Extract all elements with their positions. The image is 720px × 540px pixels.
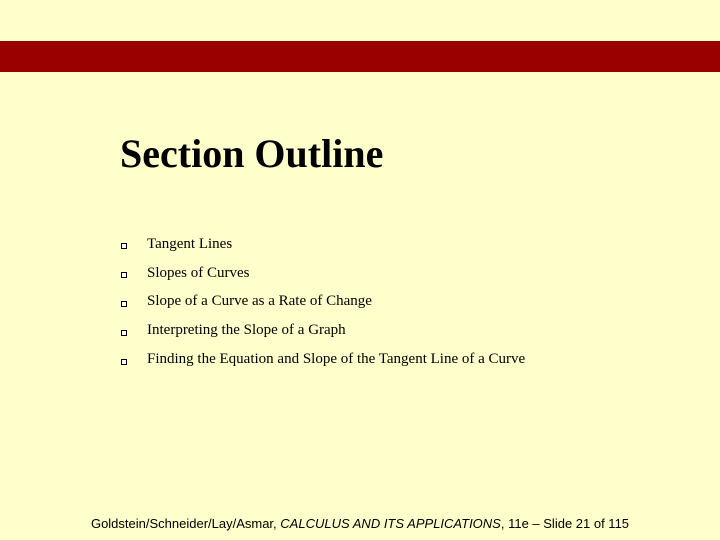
slide-title: Section Outline bbox=[120, 131, 384, 176]
list-item bbox=[121, 288, 525, 317]
square-bullet-icon bbox=[121, 359, 127, 365]
square-bullet-icon bbox=[121, 243, 127, 249]
top-accent-bar bbox=[0, 41, 720, 72]
list-item bbox=[121, 259, 525, 288]
bullet-text: Slopes of Curves bbox=[147, 264, 250, 281]
bullet-text: Interpreting the Slope of a Graph bbox=[147, 322, 346, 339]
bullet-text: Finding the Equation and Slope of the Tangent Line of a Curve bbox=[147, 351, 526, 368]
square-bullet-icon bbox=[121, 272, 127, 278]
list-item bbox=[121, 230, 525, 259]
square-bullet-icon bbox=[121, 330, 127, 336]
slide-footer bbox=[0, 515, 720, 533]
footer-authors: Goldstein/Schneider/Lay/Asmar, bbox=[90, 516, 281, 531]
bullet-text: Tangent Lines bbox=[147, 235, 233, 252]
list-item bbox=[121, 316, 525, 345]
outline-list bbox=[121, 230, 525, 374]
footer-edition-slide: , 11e – Slide 21 of 115 bbox=[500, 516, 630, 531]
footer-book-title: CALCULUS AND ITS APPLICATIONS bbox=[280, 516, 501, 531]
list-item bbox=[121, 345, 525, 374]
square-bullet-icon bbox=[121, 301, 127, 307]
bullet-text: Slope of a Curve as a Rate of Change bbox=[147, 293, 372, 310]
